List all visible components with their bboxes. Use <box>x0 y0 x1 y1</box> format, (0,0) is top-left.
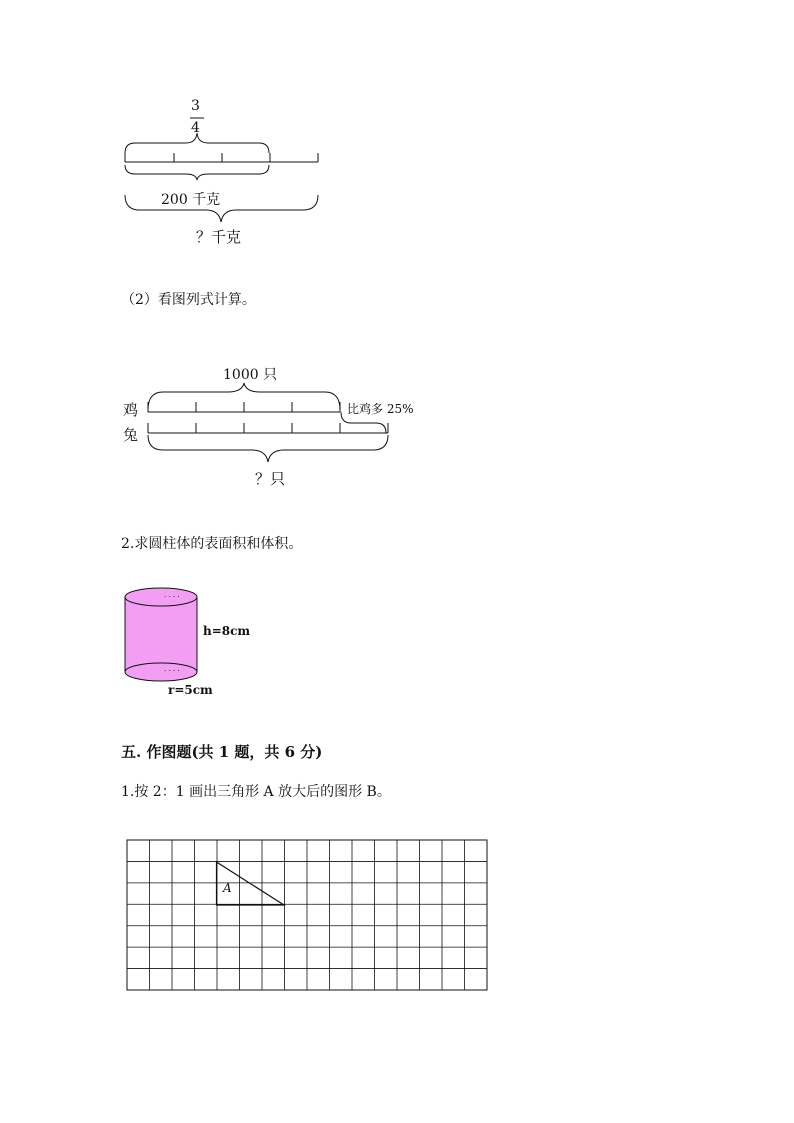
cylinder-problem-prompt: 2.求圆柱体的表面积和体积。 <box>121 536 303 552</box>
grid-lines <box>127 840 487 990</box>
question-2-prompt: （2）看图列式计算。 <box>121 292 256 308</box>
rabbit-label: 兔 <box>123 426 139 444</box>
unknown-weight-label: ？千克 <box>196 228 242 246</box>
fraction-numerator: 3 <box>191 98 200 114</box>
triangle-label: A <box>223 881 232 895</box>
extra-percent-label: 比鸡多 25% <box>347 402 414 416</box>
total-label: 1000 只 <box>223 367 278 383</box>
top-dots: · · · · <box>164 593 180 601</box>
radius-label: r=5cm <box>168 683 213 697</box>
section-5-heading: 五. 作图题(共 1 题，共 6 分) <box>121 743 323 761</box>
unknown-count-label: ？只 <box>255 470 286 488</box>
known-weight-label: 200 千克 <box>161 192 221 208</box>
height-label: h=8cm <box>203 624 251 638</box>
drawing-problem-prompt: 1.按 2：1 画出三角形 A 放大后的图形 B。 <box>121 784 391 800</box>
bottom-dots: · · · · <box>164 667 180 675</box>
chicken-label: 鸡 <box>123 401 139 419</box>
fraction-denominator: 4 <box>191 120 200 136</box>
